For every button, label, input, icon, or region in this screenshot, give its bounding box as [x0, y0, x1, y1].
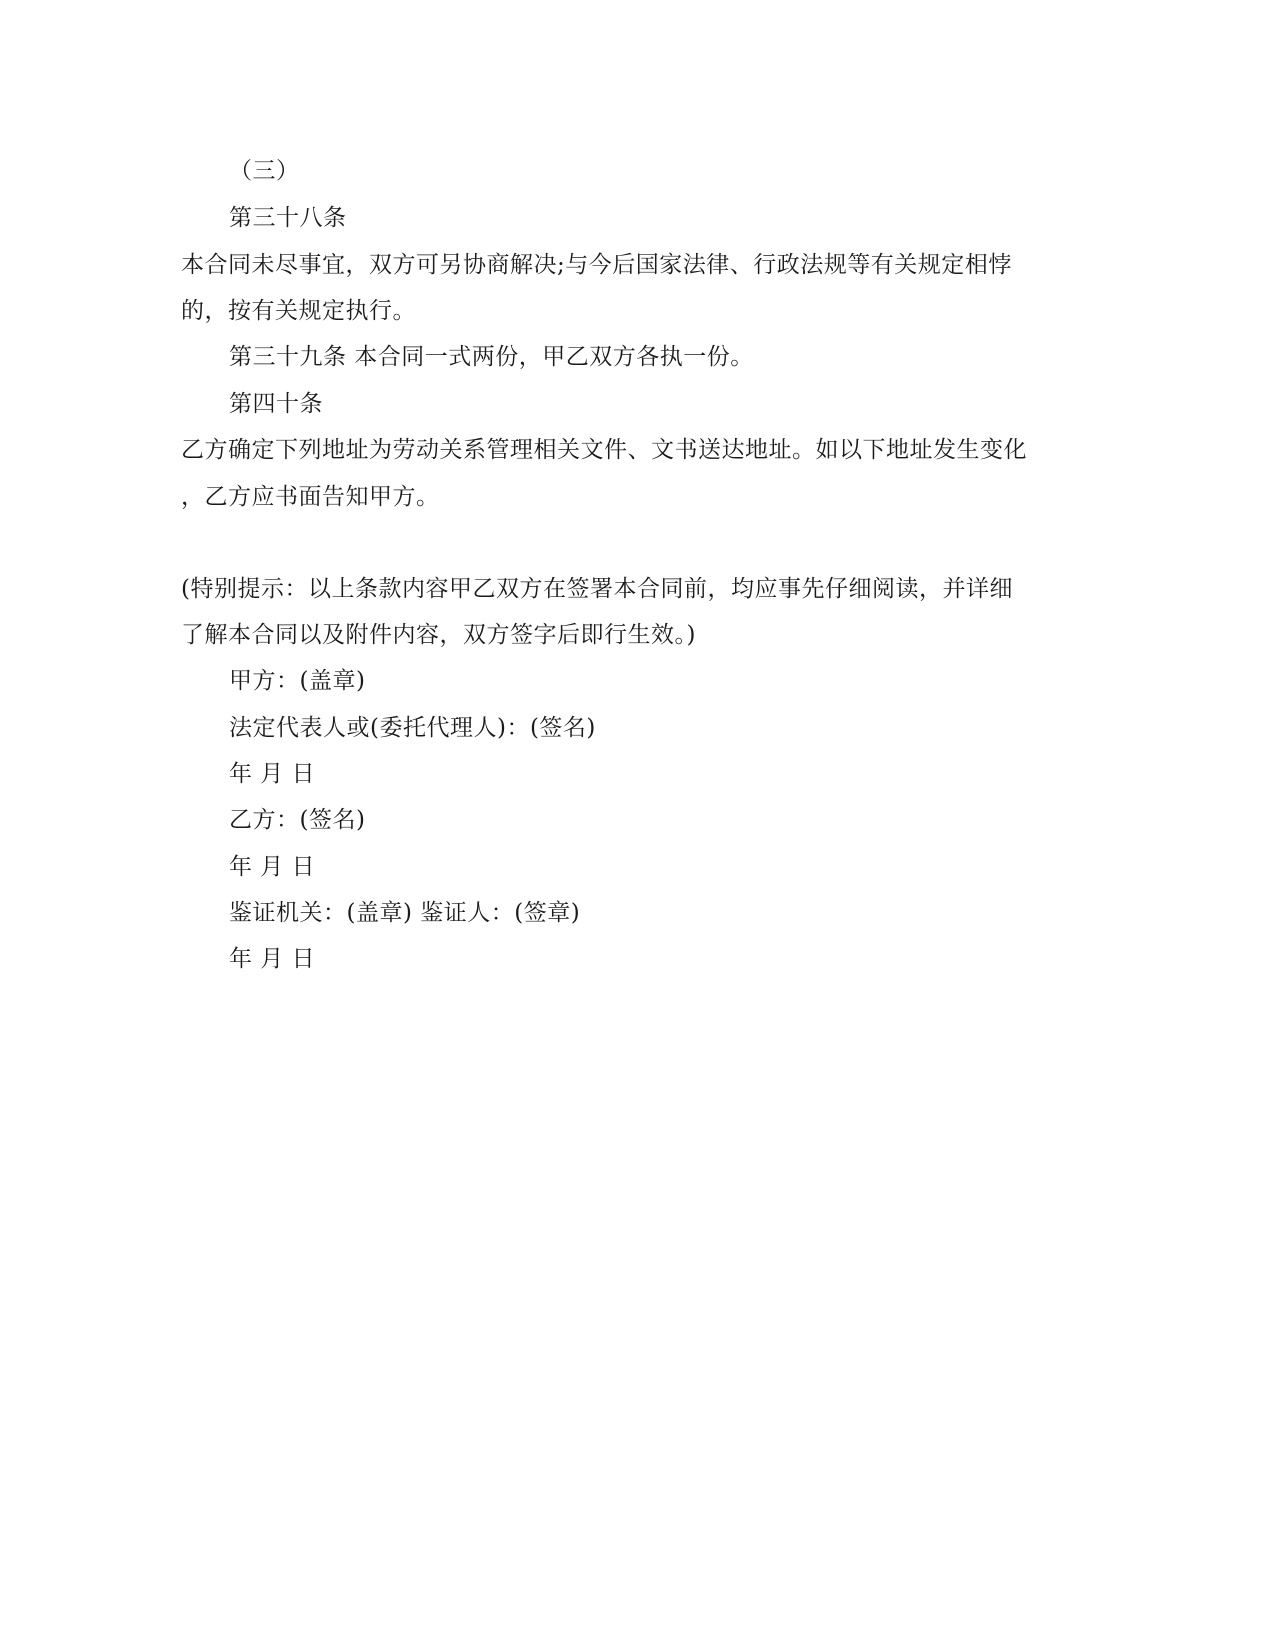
party-b-signature: 乙方：(签名): [229, 807, 366, 833]
party-a-seal: 甲方：(盖章): [229, 668, 366, 694]
article-40-text-line-2: ，乙方应书面告知甲方。: [181, 484, 440, 510]
date-line-party-a: 年 月 日: [229, 761, 316, 787]
article-40-text-line-1: 乙方确定下列地址为劳动关系管理相关文件、文书送达地址。如以下地址发生变化: [181, 437, 1027, 463]
article-38-text-line-2: 的，按有关规定执行。: [181, 298, 416, 324]
article-40-heading: 第四十条: [229, 391, 323, 417]
section-number: （三）: [229, 158, 300, 184]
legal-representative-signature: 法定代表人或(委托代理人)：(签名): [229, 715, 596, 741]
article-39-text: 第三十九条 本合同一式两份，甲乙双方各执一份。: [229, 344, 754, 370]
attestation-authority: 鉴证机关：(盖章) 鉴证人：(签章): [229, 900, 581, 926]
date-line-party-b: 年 月 日: [229, 854, 316, 880]
special-notice-line-1: (特别提示：以上条款内容甲乙双方在签署本合同前，均应事先仔细阅读，并详细: [181, 576, 1013, 602]
article-38-heading: 第三十八条: [229, 205, 347, 231]
article-38-text-line-1: 本合同未尽事宜，双方可另协商解决;与今后国家法律、行政法规等有关规定相悖: [181, 252, 1012, 278]
date-line-attestation: 年 月 日: [229, 946, 316, 972]
special-notice-line-2: 了解本合同以及附件内容，双方签字后即行生效。): [181, 622, 696, 648]
